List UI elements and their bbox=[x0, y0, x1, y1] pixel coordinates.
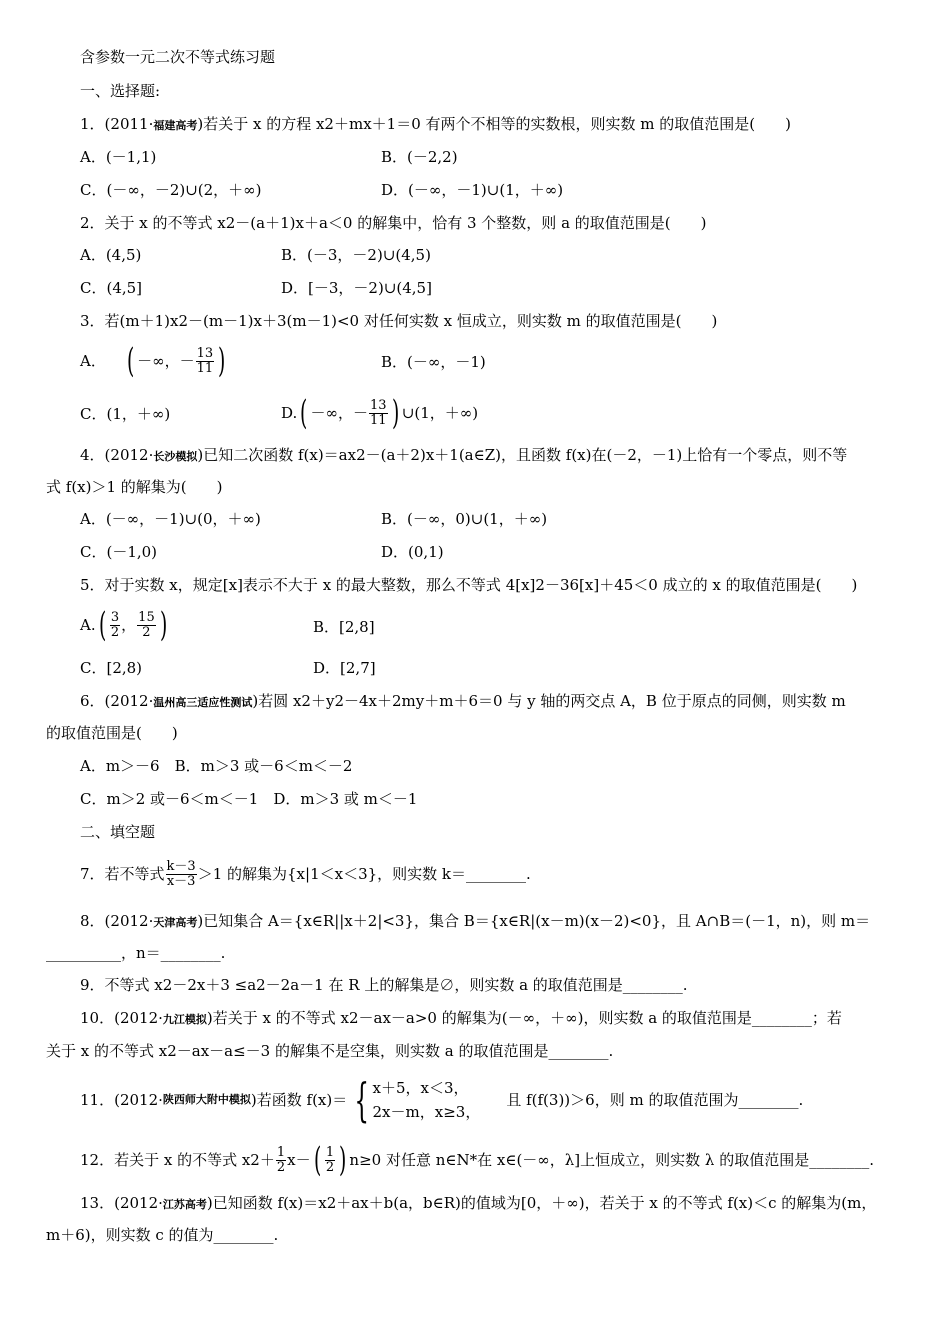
q3-a-fraction: $\frac{13}{11}$ bbox=[196, 345, 214, 376]
section-fill: 二、填空题 bbox=[80, 823, 156, 841]
section-choice: 一、选择题: bbox=[80, 82, 161, 100]
q11-source: 陕西师大附中模拟 bbox=[162, 1093, 251, 1106]
q12-fraction-2: $\frac{1}{2}$ bbox=[325, 1144, 335, 1175]
q3-a-label: A． bbox=[80, 352, 106, 370]
q12-pre: 12．若关于 x 的不等式 x2＋ bbox=[80, 1151, 275, 1169]
question-3: 3．若(m＋1)x2－(m－1)x＋3(m－1)<0 对任何实数 x 恒成立，则实数 m 的取值范围是( ) bbox=[80, 312, 718, 330]
q1-source: 福建高考 bbox=[153, 119, 198, 132]
paren-right-icon: ) bbox=[159, 605, 167, 645]
q2-option-c: C．(4,5] bbox=[80, 279, 143, 297]
q6-source: 温州高三适应性测试 bbox=[153, 696, 253, 709]
paren-left-icon: ( bbox=[300, 393, 308, 433]
q2-option-a: A．(4,5) bbox=[80, 246, 142, 264]
question-13: 13．(2012·江苏高考)已知函数 f(x)＝x2＋ax＋b(a，b∈R)的值域为[0，＋∞)，若关于 x 的不等式 f(x)＜c 的解集为(m， bbox=[80, 1194, 877, 1212]
q1-text: 若关于 x 的方程 x2＋mx＋1＝0 有两个不相等的实数根，则实数 m 的取值范围是( ) bbox=[203, 115, 791, 133]
q3-option-b: B．(－∞，－1) bbox=[381, 353, 486, 371]
question-5: 5．对于实数 x，规定[x]表示不大于 x 的最大整数，那么不等式 4[x]2－36[x]＋45＜0 成立的 x 的取值范围是( ) bbox=[80, 576, 858, 594]
paren-right-icon: ) bbox=[218, 341, 226, 381]
q7-post: ＞1 的解集为{x|1＜x＜3}，则实数 k＝________. bbox=[197, 865, 531, 883]
q5-option-d: D．[2,7] bbox=[313, 659, 376, 677]
question-4: 4．(2012·长沙模拟)已知二次函数 f(x)＝ax2－(a＋2)x＋1(a∈Z)，且函数 f(x)在(－2，－1)上恰有一个零点，则不等 bbox=[80, 446, 848, 464]
q8-num: 8．(2012· bbox=[80, 912, 154, 930]
q4-option-c: C．(－1,0) bbox=[80, 543, 158, 561]
q3-option-d bbox=[281, 395, 478, 431]
q3-a-expr: －∞，－ bbox=[137, 352, 195, 370]
paren-left-icon: ( bbox=[98, 605, 106, 645]
brace-icon: { bbox=[354, 1073, 370, 1127]
q3-option-c: C．(1，＋∞) bbox=[80, 405, 171, 423]
q4-num: 4．(2012· bbox=[80, 446, 154, 464]
q4-line2: 式 f(x)＞1 的解集为( ) bbox=[46, 478, 223, 496]
q5-option-b: B．[2,8] bbox=[313, 618, 375, 636]
q4-source: 长沙模拟 bbox=[153, 450, 198, 463]
q5-a-fraction-1: $\frac{3}{2}$ bbox=[110, 609, 120, 640]
q11-post: 且 f(f(3))＞6，则 m 的取值范围为________. bbox=[506, 1091, 804, 1109]
q11-num: 11．(2012· bbox=[80, 1091, 163, 1109]
question-12 bbox=[80, 1140, 874, 1180]
q6-num: 6．(2012· bbox=[80, 692, 154, 710]
q5-option-a bbox=[80, 607, 170, 643]
q10-source: 九江模拟 bbox=[162, 1013, 207, 1026]
question-1: 1．(2011·福建高考)若关于 x 的方程 x2＋mx＋1＝0 有两个不相等的实数根，则实数 m 的取值范围是( ) bbox=[80, 115, 791, 133]
q5-a-fraction-2: $\frac{15}{2}$ bbox=[138, 609, 155, 640]
q6-line1: 若圆 x2＋y2－4x＋2my＋m＋6＝0 与 y 轴的两交点 A，B 位于原点的同侧，则实数 m bbox=[258, 692, 846, 710]
q3-d-fraction: $\frac{13}{11}$ bbox=[370, 397, 387, 428]
q3-d-label: D. bbox=[281, 404, 298, 422]
q6-line2: 的取值范围是( ) bbox=[46, 724, 178, 742]
question-7 bbox=[80, 854, 531, 894]
q12-mid: x－ bbox=[287, 1151, 311, 1169]
q8-line2: __________，n＝________. bbox=[46, 944, 226, 962]
q1-option-d: D．(－∞，－1)∪(1，＋∞) bbox=[381, 181, 564, 199]
q4-option-a: A．(－∞，－1)∪(0，＋∞) bbox=[80, 510, 261, 528]
question-2: 2．关于 x 的不等式 x2－(a＋1)x＋a＜0 的解集中，恰有 3 个整数，则 a 的取值范围是( ) bbox=[80, 214, 707, 232]
question-9: 9．不等式 x2－2x＋3 ≤a2－2a－1 在 R 上的解集是∅，则实数 a 的取值范围是________. bbox=[80, 976, 688, 994]
question-10: 10．(2012·九江模拟)若关于 x 的不等式 x2－ax－a>0 的解集为(－∞，＋∞)，则实数 a 的取值范围是________；若 bbox=[80, 1009, 842, 1027]
q13-line2: m＋6)，则实数 c 的值为________. bbox=[46, 1226, 279, 1244]
q6-options-cd: C．m＞2 或－6＜m＜－1 D．m＞3 或 m＜－1 bbox=[80, 790, 418, 808]
q1-option-b: B．(－2,2) bbox=[381, 148, 458, 166]
q1-option-a: A．(－1,1) bbox=[80, 148, 157, 166]
q12-fraction-1: $\frac{1}{2}$ bbox=[276, 1144, 286, 1175]
q3-option-a bbox=[80, 343, 228, 379]
paren-right-icon: ) bbox=[391, 393, 399, 433]
q4-line1: 已知二次函数 f(x)＝ax2－(a＋2)x＋1(a∈Z)，且函数 f(x)在(－2，－1)上恰有一个零点，则不等 bbox=[203, 446, 848, 464]
q7-pre: 7．若不等式 bbox=[80, 865, 165, 883]
q3-d-expr: －∞，－ bbox=[310, 404, 369, 422]
q12-post: n≥0 对任意 n∈N*在 x∈(－∞，λ]上恒成立，则实数 λ 的取值范围是________. bbox=[349, 1151, 874, 1169]
q3-d-suffix: ∪(1，＋∞) bbox=[401, 404, 479, 422]
q11-cases bbox=[373, 1076, 481, 1124]
question-8: 8．(2012·天津高考)已知集合 A＝{x∈R||x＋2|<3}，集合 B＝{x∈R|(x－m)(x－2)<0}，且 A∩B＝(－1，n)，则 m＝ bbox=[80, 912, 871, 930]
q13-num: 13．(2012· bbox=[80, 1194, 163, 1212]
q2-option-d: D．[－3，－2)∪(4,5] bbox=[281, 279, 432, 297]
q5-a-label: A. bbox=[80, 616, 96, 634]
q7-fraction: $\frac{k-3}{x-3}$ bbox=[166, 858, 196, 889]
q11-case1: x＋5，x＜3， bbox=[372, 1079, 469, 1097]
q11-pre: 若函数 f(x)＝ bbox=[256, 1091, 348, 1109]
q10-line1: 若关于 x 的不等式 x2－ax－a>0 的解集为(－∞，＋∞)，则实数 a 的取值范围是________；若 bbox=[212, 1009, 842, 1027]
q6-options-ab: A．m＞－6 B．m＞3 或－6＜m＜－2 bbox=[80, 757, 353, 775]
q13-line1: 已知函数 f(x)＝x2＋ax＋b(a，b∈R)的值域为[0，＋∞)，若关于 x 的不等式 f(x)＜c 的解集为(m， bbox=[212, 1194, 877, 1212]
q11-case2: 2x－m，x≥3， bbox=[372, 1103, 481, 1121]
q4-option-b: B．(－∞，0)∪(1，＋∞) bbox=[381, 510, 548, 528]
question-11: 11．(2012· 陕西师大附中模拟 ) 若函数 f(x)＝ { x＋5，x＜3， 2x－m，x≥3， 且 f(f(3))＞6，则 m 的取值范围为________. bbox=[80, 1073, 804, 1127]
question-6: 6．(2012·温州高三适应性测试)若圆 x2＋y2－4x＋2my＋m＋6＝0 与 y 轴的两交点 A，B 位于原点的同侧，则实数 m bbox=[80, 692, 846, 710]
q5-option-c: C．[2,8) bbox=[80, 659, 143, 677]
paren-left-icon: ( bbox=[313, 1140, 321, 1180]
q2-option-b: B．(－3，－2)∪(4,5) bbox=[281, 246, 431, 264]
q10-line2: 关于 x 的不等式 x2－ax－a≤－3 的解集不是空集，则实数 a 的取值范围是________. bbox=[46, 1042, 614, 1060]
page-title: 含参数一元二次不等式练习题 bbox=[80, 48, 276, 66]
q1-option-c: C．(－∞，－2)∪(2，＋∞) bbox=[80, 181, 262, 199]
q1-num: 1．(2011· bbox=[80, 115, 154, 133]
q4-option-d: D．(0,1) bbox=[381, 543, 444, 561]
q5-a-sep: ， bbox=[121, 616, 137, 634]
q8-source: 天津高考 bbox=[153, 916, 198, 929]
q10-num: 10．(2012· bbox=[80, 1009, 163, 1027]
q8-line1: 已知集合 A＝{x∈R||x＋2|<3}，集合 B＝{x∈R|(x－m)(x－2)<0}，且 A∩B＝(－1，n)，则 m＝ bbox=[203, 912, 871, 930]
q13-source: 江苏高考 bbox=[162, 1198, 207, 1211]
paren-left-icon: ( bbox=[126, 341, 135, 381]
paren-right-icon: ) bbox=[339, 1140, 347, 1180]
